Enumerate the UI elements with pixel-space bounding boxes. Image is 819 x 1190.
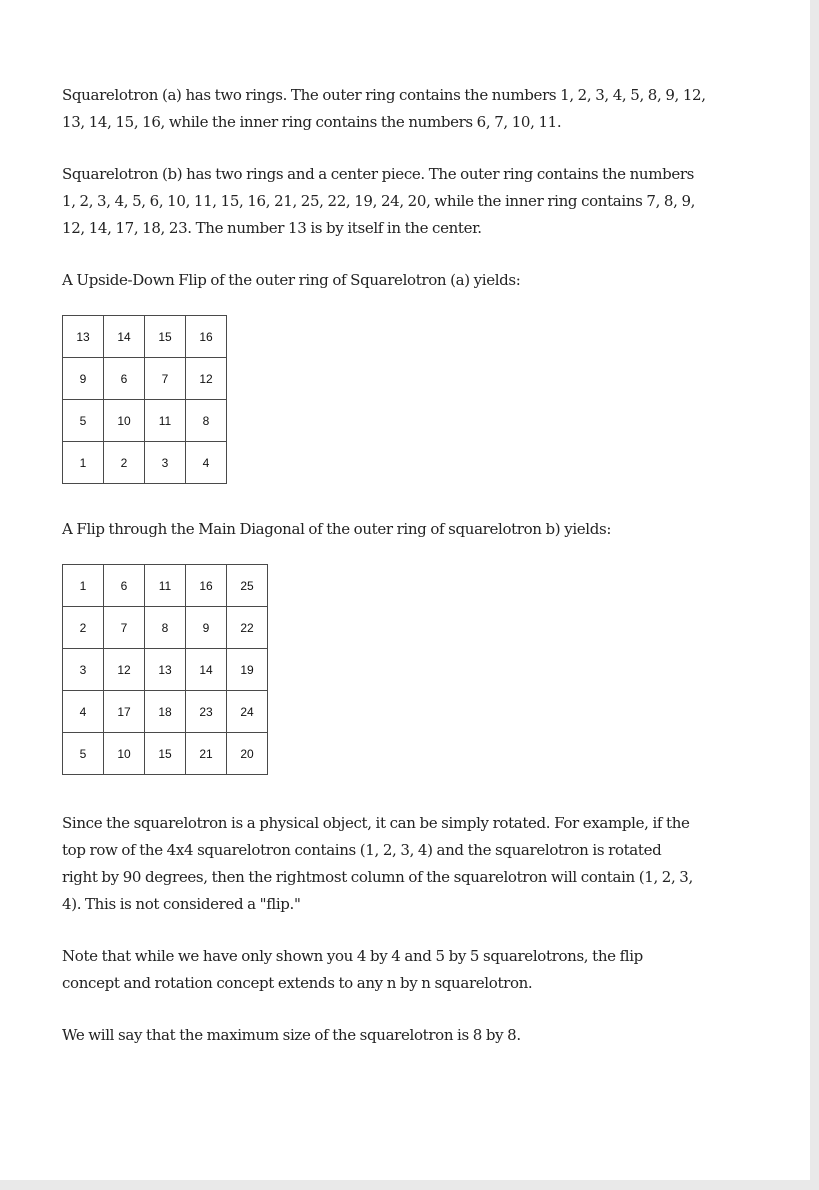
grid-row bbox=[63, 733, 268, 775]
grid-cell: 16 bbox=[186, 565, 227, 607]
grid-row bbox=[63, 691, 268, 733]
grid-cell: 15 bbox=[145, 733, 186, 775]
grid-cell: 23 bbox=[186, 691, 227, 733]
grid-cell: 9 bbox=[186, 607, 227, 649]
text-line: 13, 14, 15, 16, while the inner ring contains the numbers 6, 7, 10, 11. bbox=[62, 113, 562, 131]
grid-cell: 8 bbox=[145, 607, 186, 649]
text-line: 12, 14, 17, 18, 23. The number 13 is by itself in the center. bbox=[62, 219, 482, 237]
grid-cell: 6 bbox=[104, 358, 145, 400]
grid-cell: 1 bbox=[63, 565, 104, 607]
grid-cell: 8 bbox=[186, 400, 227, 442]
text-line: We will say that the maximum size of the squarelotron is 8 by 8. bbox=[62, 1026, 521, 1044]
grid-row bbox=[63, 442, 227, 484]
grid-cell: 5 bbox=[63, 733, 104, 775]
grid-row bbox=[63, 649, 268, 691]
grid-cell: 10 bbox=[104, 733, 145, 775]
text-line: right by 90 degrees, then the rightmost column of the squarelotron will contain (1, 2, 3, bbox=[62, 868, 693, 886]
grid-cell: 24 bbox=[227, 691, 268, 733]
grid-cell: 3 bbox=[145, 442, 186, 484]
grid-cell: 22 bbox=[227, 607, 268, 649]
paragraph-size-note bbox=[62, 943, 762, 997]
grid-cell: 6 bbox=[104, 565, 145, 607]
paragraph-rotation-note bbox=[62, 810, 762, 918]
grid-cell: 16 bbox=[186, 316, 227, 358]
text-line: Squarelotron (a) has two rings. The outer ring contains the numbers 1, 2, 3, 4, 5, 8, 9, 12, bbox=[62, 86, 706, 104]
grid-cell: 11 bbox=[145, 565, 186, 607]
text-line: A Flip through the Main Diagonal of the outer ring of squarelotron b) yields: bbox=[62, 520, 612, 538]
paragraph-squarelotron-a bbox=[62, 82, 762, 136]
text-line: A Upside-Down Flip of the outer ring of Squarelotron (a) yields: bbox=[62, 271, 521, 289]
text-line: Note that while we have only shown you 4 by 4 and 5 by 5 squarelotrons, the flip bbox=[62, 947, 643, 965]
text-line: 1, 2, 3, 4, 5, 6, 10, 11, 15, 16, 21, 25, 22, 19, 24, 20, while the inner ring contains 7, 8, 9, bbox=[62, 192, 696, 210]
grid-cell: 17 bbox=[104, 691, 145, 733]
text-line: 4). This is not considered a "flip." bbox=[62, 895, 301, 913]
grid-main-diagonal-flip bbox=[62, 564, 268, 775]
grid-row bbox=[63, 400, 227, 442]
grid-cell: 10 bbox=[104, 400, 145, 442]
grid-cell: 21 bbox=[186, 733, 227, 775]
grid-cell: 13 bbox=[145, 649, 186, 691]
paragraph-max-size bbox=[62, 1022, 762, 1049]
grid-cell: 12 bbox=[104, 649, 145, 691]
text-line: concept and rotation concept extends to any n by n squarelotron. bbox=[62, 974, 533, 992]
grid-cell: 3 bbox=[63, 649, 104, 691]
grid-cell: 12 bbox=[186, 358, 227, 400]
text-line: Squarelotron (b) has two rings and a center piece. The outer ring contains the numbers bbox=[62, 165, 695, 183]
grid-cell: 4 bbox=[186, 442, 227, 484]
grid-cell: 20 bbox=[227, 733, 268, 775]
text-line: top row of the 4x4 squarelotron contains (1, 2, 3, 4) and the squarelotron is rotated bbox=[62, 841, 662, 859]
grid-cell: 1 bbox=[63, 442, 104, 484]
grid-cell: 14 bbox=[186, 649, 227, 691]
paragraph-upside-down-flip bbox=[62, 267, 762, 294]
text-line: Since the squarelotron is a physical object, it can be simply rotated. For example, if the bbox=[62, 814, 690, 832]
paragraph-squarelotron-b bbox=[62, 161, 762, 242]
grid-cell: 15 bbox=[145, 316, 186, 358]
grid-cell: 9 bbox=[63, 358, 104, 400]
grid-cell: 13 bbox=[63, 316, 104, 358]
grid-cell: 7 bbox=[145, 358, 186, 400]
grid-row bbox=[63, 565, 268, 607]
paragraph-main-diagonal-flip bbox=[62, 516, 762, 543]
grid-cell: 5 bbox=[63, 400, 104, 442]
grid-row bbox=[63, 316, 227, 358]
grid-cell: 7 bbox=[104, 607, 145, 649]
grid-row bbox=[63, 607, 268, 649]
grid-row bbox=[63, 358, 227, 400]
grid-cell: 4 bbox=[63, 691, 104, 733]
grid-cell: 18 bbox=[145, 691, 186, 733]
grid-cell: 2 bbox=[104, 442, 145, 484]
grid-cell: 25 bbox=[227, 565, 268, 607]
grid-cell: 2 bbox=[63, 607, 104, 649]
grid-upside-down-flip bbox=[62, 315, 227, 484]
grid-cell: 14 bbox=[104, 316, 145, 358]
grid-cell: 19 bbox=[227, 649, 268, 691]
grid-cell: 11 bbox=[145, 400, 186, 442]
